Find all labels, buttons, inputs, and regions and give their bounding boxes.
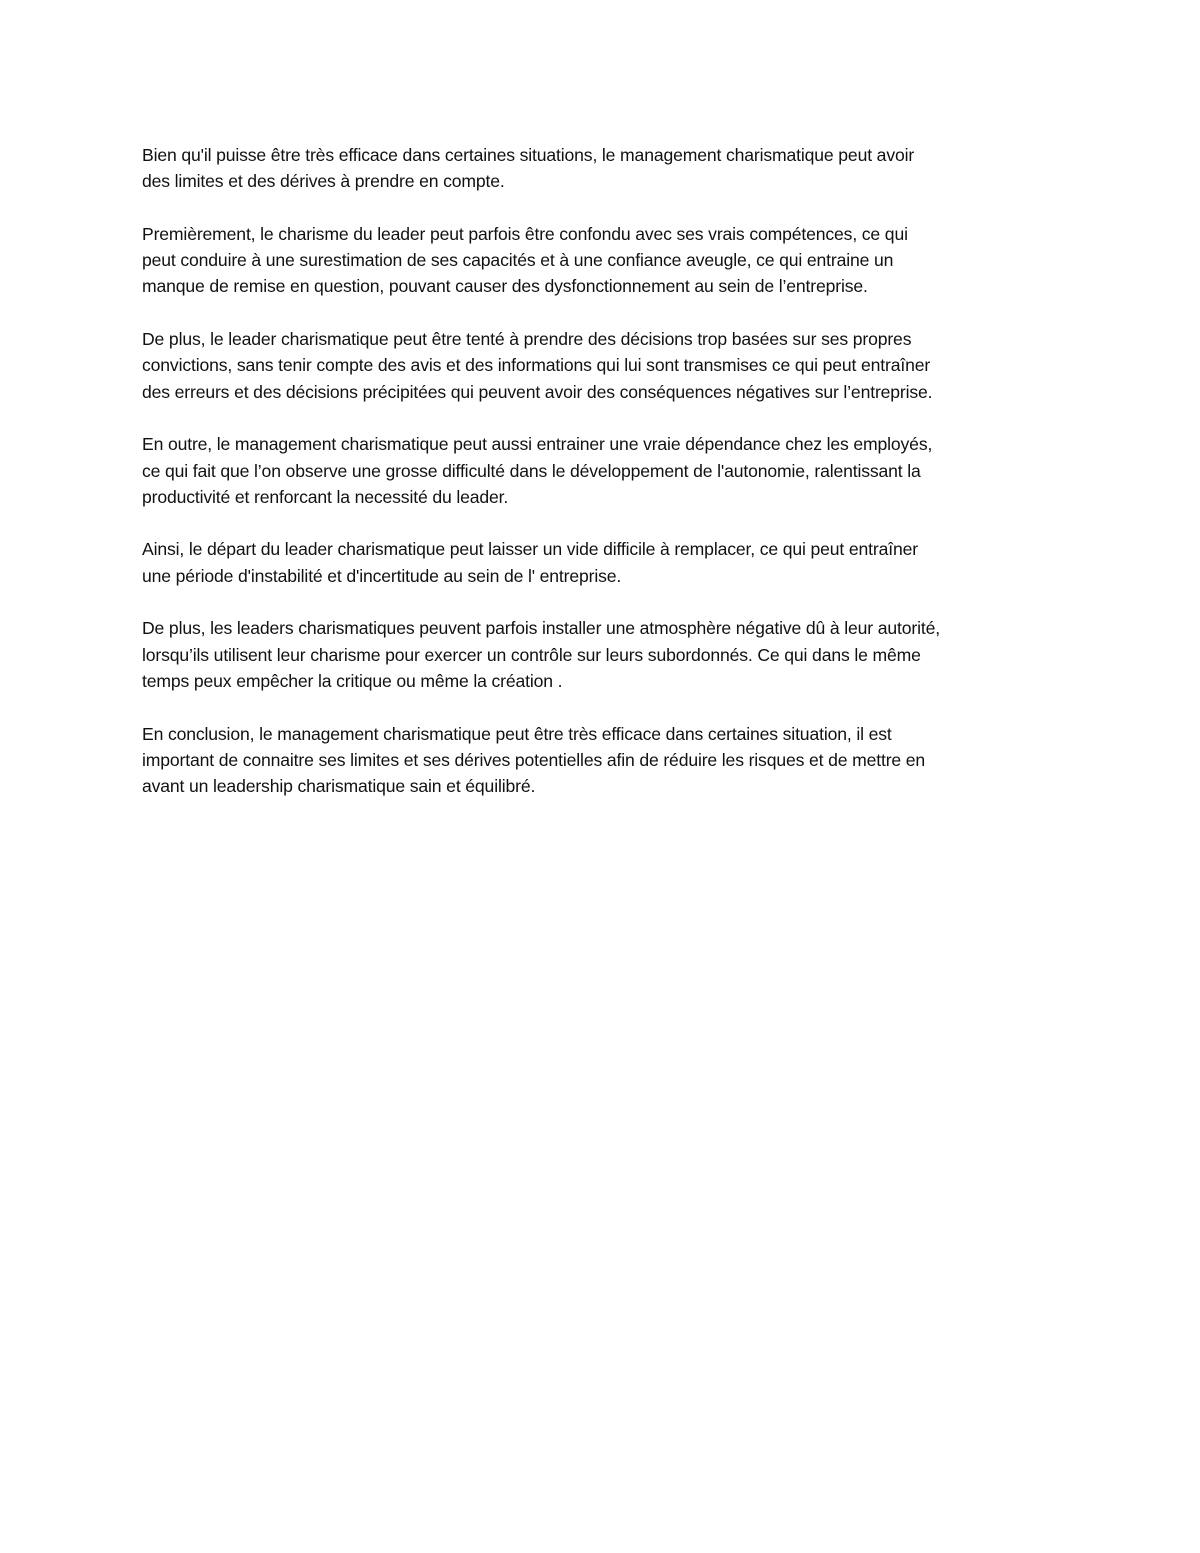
text-line: une période d'instabilité et d'incertitude au sein de l' entreprise. (142, 565, 622, 586)
text-line: Bien qu'il puisse être très efficace dans certaines situations, le management charismatique peut avoir (142, 145, 915, 165)
text-line: convictions, sans tenir compte des avis et des informations qui lui sont transmises ce qui peut entraîner (142, 355, 931, 376)
paragraph-conclusion (142, 721, 1062, 800)
paragraph-de-plus-2 (142, 615, 1062, 694)
text-line: peut conduire à une surestimation de ses capacités et à une confiance aveugle, ce qui entraine un (142, 250, 894, 271)
paragraph-ainsi (142, 536, 1062, 589)
text-line: important de connaitre ses limites et ses dérives potentielles afin de réduire les risques et de mettre en (142, 749, 926, 770)
text-line: lorsqu’ils utilisent leur charisme pour exercer un contrôle sur leurs subordonnés. Ce qui dans le même (142, 644, 921, 665)
text-line: En outre, le management charismatique peut aussi entrainer une vraie dépendance chez les employés, (142, 434, 933, 455)
text-line: Premièrement, le charisme du leader peut parfois être confondu avec ses vrais compétences, ce qui (142, 223, 908, 244)
text-line: temps peux empêcher la critique ou même la création . (142, 670, 563, 691)
text-line: De plus, les leaders charismatiques peuvent parfois installer une atmosphère négative dû à leur autorité, (142, 618, 940, 639)
text-line: De plus, le leader charismatique peut être tenté à prendre des décisions trop basées sur ses propres (142, 329, 912, 350)
text-line: des limites et des dérives à prendre en compte. (142, 171, 505, 192)
text-line: ce qui fait que l’on observe une grosse difficulté dans le développement de l'autonomie, ralentissant la (142, 460, 921, 481)
paragraph-premierement (142, 221, 1062, 300)
paragraph-intro (142, 142, 1062, 195)
paragraph-de-plus-1 (142, 326, 1062, 405)
document-body (142, 142, 1062, 826)
text-line: Ainsi, le départ du leader charismatique peut laisser un vide difficile à remplacer, ce qui peut entraîner (142, 539, 918, 560)
text-line: productivité et renforcant la necessité du leader. (142, 486, 509, 507)
text-line: des erreurs et des décisions précipitées qui peuvent avoir des conséquences négatives sur l’entreprise. (142, 381, 933, 402)
text-line: En conclusion, le management charismatique peut être très efficace dans certaines situation, il est (142, 723, 892, 744)
text-line: avant un leadership charismatique sain et équilibré. (142, 776, 536, 797)
text-line: manque de remise en question, pouvant causer des dysfonctionnement au sein de l’entreprise. (142, 276, 868, 297)
paragraph-en-outre (142, 431, 1062, 510)
